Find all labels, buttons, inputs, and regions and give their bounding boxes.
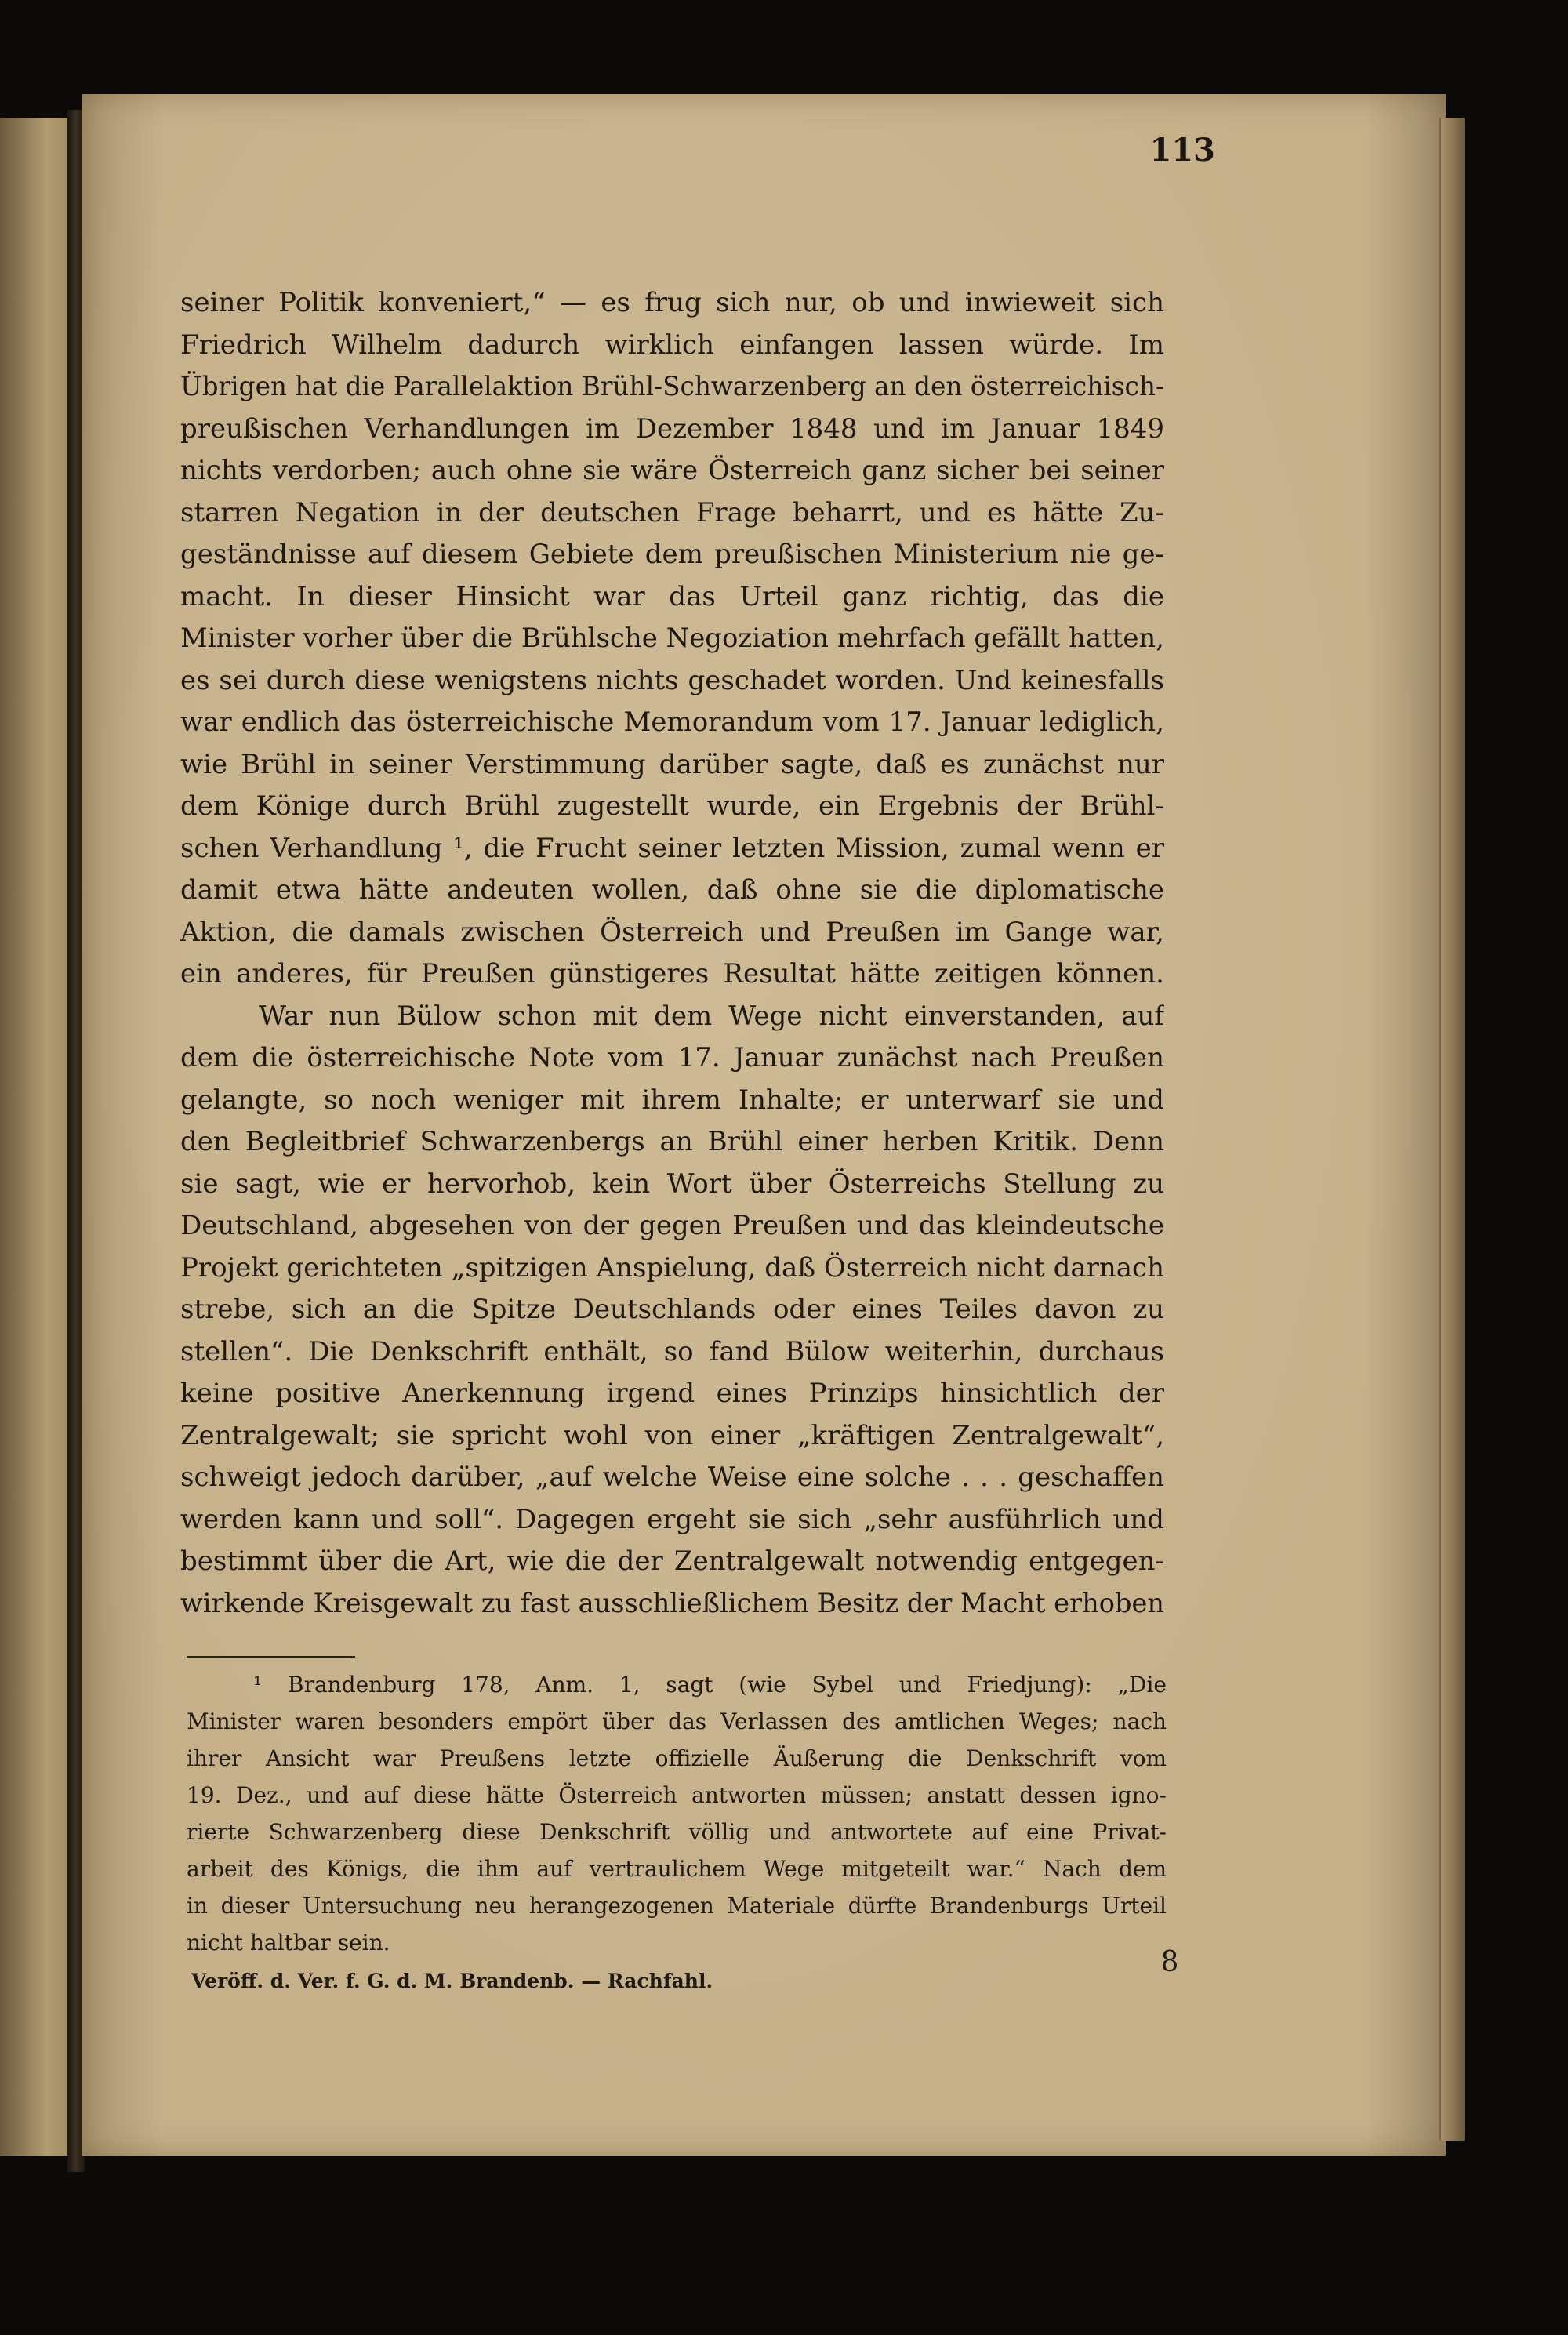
footnote-line: in dieser Untersuchung neu herangezogenen Materiale dürfte Brandenburgs Urteil bbox=[187, 1893, 1167, 1919]
text-line: dem die österreichische Note vom 17. Januar zunächst nach Preußen bbox=[180, 1042, 1164, 1073]
text-line: schen Verhandlung ¹, die Frucht seiner letzten Mission, zumal wenn er bbox=[180, 832, 1164, 864]
text-line: Projekt gerichteten „spitzigen Anspielung, daß Österreich nicht darnach bbox=[180, 1251, 1164, 1284]
text-line: War nun Bülow schon mit dem Wege nicht einverstanden, auf bbox=[259, 1000, 1164, 1032]
text-line: preußischen Verhandlungen im Dezember 1848 und im Januar 1849 bbox=[180, 412, 1164, 445]
text-line: schweigt jedoch darüber, „auf welche Weise eine solche . . . geschaffen bbox=[180, 1462, 1164, 1493]
footnote-line: nicht haltbar sein. bbox=[187, 1930, 390, 1956]
text-line: nichts verdorben; auch ohne sie wäre Österreich ganz sicher bei seiner bbox=[180, 455, 1164, 486]
text-line: ein anderes, für Preußen günstigeres Resultat hätte zeitigen können. bbox=[180, 958, 1164, 990]
text-line: Zentralgewalt; sie spricht wohl von einer „kräftigen Zentralgewalt“, bbox=[180, 1419, 1164, 1451]
text-line: Deutschland, abgesehen von der gegen Preußen und das kleindeutsche bbox=[180, 1210, 1164, 1241]
text-line: war endlich das österreichische Memorandum vom 17. Januar lediglich, bbox=[180, 706, 1164, 738]
text-line: Aktion, die damals zwischen Österreich und Preußen im Gange war, bbox=[180, 916, 1164, 948]
page-number: 113 bbox=[1149, 132, 1215, 169]
footnote-line: ¹ Brandenburg 178, Anm. 1, sagt (wie Sybel und Friedjung): „Die bbox=[253, 1672, 1167, 1698]
page-stack-edge bbox=[1439, 118, 1465, 2141]
text-line: sie sagt, wie er hervorhob, kein Wort über Österreichs Stellung zu bbox=[180, 1168, 1164, 1200]
text-line: den Begleitbrief Schwarzenbergs an Brühl einer herben Kritik. Denn bbox=[180, 1126, 1164, 1157]
footnote-line: ihrer Ansicht war Preußens letzte offizielle Äußerung die Denkschrift vom bbox=[187, 1745, 1167, 1771]
text-line: Übrigen hat die Parallelaktion Brühl-Schwarzenberg an den österreichisch- bbox=[180, 371, 1164, 402]
footnote-line: 19. Dez., und auf diese hätte Österreich antworten müssen; anstatt dessen igno- bbox=[187, 1782, 1167, 1808]
text-line: Minister vorher über die Brühlsche Negoziation mehrfach gefällt hatten, bbox=[180, 623, 1164, 654]
text-line: geständnisse auf diesem Gebiete dem preußischen Ministerium nie ge- bbox=[180, 539, 1164, 570]
footnote-line: arbeit des Königs, die ihm auf vertraulichem Wege mitgeteilt war.“ Nach dem bbox=[187, 1856, 1167, 1882]
text-line: gelangte, so noch weniger mit ihrem Inhalte; er unterwarf sie und bbox=[180, 1084, 1164, 1116]
text-line: es sei durch diese wenigstens nichts geschadet worden. Und keinesfalls bbox=[180, 664, 1164, 696]
text-line: stellen“. Die Denkschrift enthält, so fand Bülow weiterhin, durchaus bbox=[180, 1335, 1164, 1367]
text-line: Friedrich Wilhelm dadurch wirklich einfangen lassen würde. Im bbox=[180, 329, 1164, 361]
footnote bbox=[187, 1666, 1167, 1961]
text-line: werden kann und soll“. Dagegen ergeht sie sich „sehr ausführlich und bbox=[180, 1503, 1164, 1535]
paragraph-2 bbox=[180, 996, 1164, 1625]
text-line: wie Brühl in seiner Verstimmung darüber sagte, daß es zunächst nur bbox=[180, 748, 1164, 780]
paragraph-1 bbox=[180, 282, 1164, 996]
text-line: starren Negation in der deutschen Frage beharrt, und es hätte Zu- bbox=[180, 496, 1164, 528]
text-line: dem Könige durch Brühl zugestellt wurde, ein Ergebnis der Brühl- bbox=[180, 790, 1164, 822]
main-text bbox=[180, 282, 1164, 1625]
imprint-line: Veröff. d. Ver. f. G. d. M. Brandenb. — Rachfahl. bbox=[191, 1970, 713, 1992]
footnote-line: Minister waren besonders empört über das Verlassen des amtlichen Weges; nach bbox=[187, 1709, 1167, 1734]
text-line: strebe, sich an die Spitze Deutschlands oder eines Teiles davon zu bbox=[180, 1294, 1164, 1325]
signature-mark: 8 bbox=[1160, 1946, 1179, 1978]
text-line: bestimmt über die Art, wie die der Zentralgewalt notwendig entgegen- bbox=[180, 1545, 1164, 1577]
text-line: seiner Politik konveniert,“ — es frug sich nur, ob und inwieweit sich bbox=[180, 287, 1164, 318]
text-line: damit etwa hätte andeuten wollen, daß ohne sie die diplomatische bbox=[180, 874, 1164, 906]
text-line: keine positive Anerkennung irgend eines Prinzips hinsichtlich der bbox=[180, 1378, 1164, 1409]
text-line: macht. In dieser Hinsicht war das Urteil ganz richtig, das die bbox=[180, 580, 1164, 612]
footnote-line: rierte Schwarzenberg diese Denkschrift völlig und antwortete auf eine Privat- bbox=[187, 1819, 1167, 1845]
text-line: wirkende Kreisgewalt zu fast ausschließlichem Besitz der Macht erhoben bbox=[180, 1587, 1164, 1619]
footnote-divider bbox=[187, 1656, 355, 1658]
